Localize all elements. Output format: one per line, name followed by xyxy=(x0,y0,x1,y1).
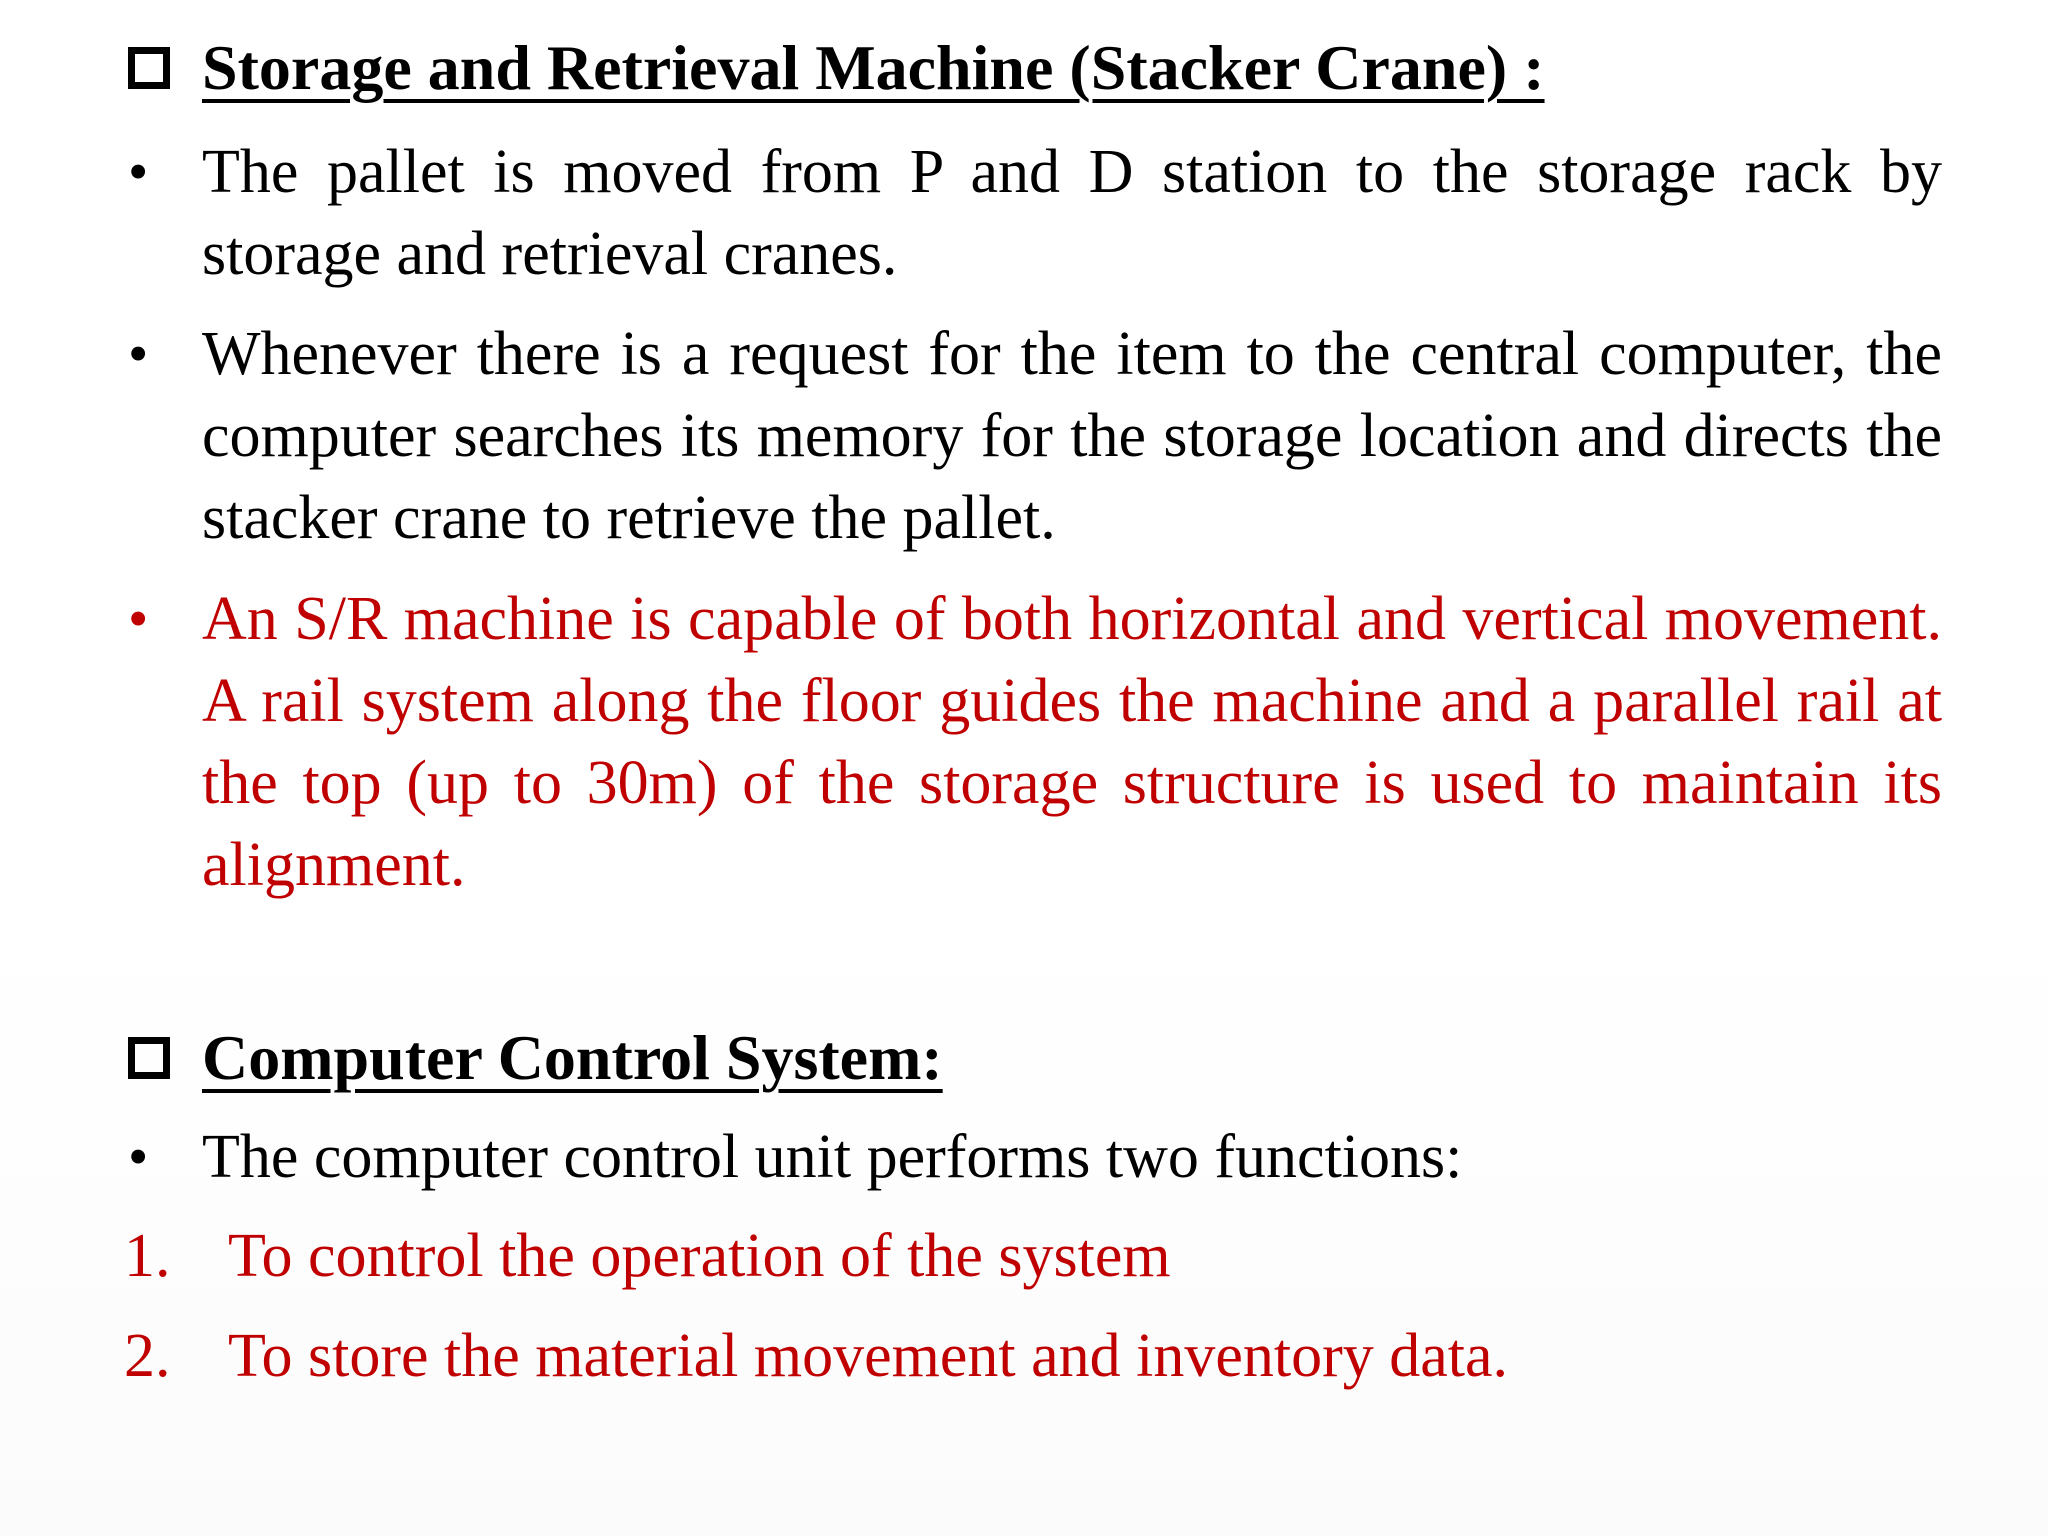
bullet-text: An S/R machine is capable of both horizontal and vertical movement. A rail system along the floor guides the machine and a parallel rail at the top (up to 30m) of the storage structure is used to maintain its alignment. xyxy=(202,585,1942,899)
bullet-dot-icon: • xyxy=(128,586,149,651)
item-text: To store the material movement and inventory data. xyxy=(228,1322,1509,1390)
bullet-dot-icon: • xyxy=(128,139,149,204)
bullet-item-highlighted xyxy=(122,578,1942,906)
heading-text: Storage and Retrieval Machine (Stacker Crane) : xyxy=(202,32,1545,103)
item-number: 1. xyxy=(124,1222,171,1290)
numbered-item xyxy=(124,1316,1508,1396)
bullet-item xyxy=(122,313,1942,559)
item-text: To control the operation of the system xyxy=(228,1222,1171,1290)
checkbox-bullet-icon xyxy=(128,1037,170,1079)
bullet-dot-icon: • xyxy=(128,321,149,386)
numbered-item xyxy=(124,1216,1171,1296)
item-number: 2. xyxy=(124,1322,171,1390)
section-heading-stacker-crane xyxy=(128,28,1545,108)
bullet-item xyxy=(122,131,1942,295)
checkbox-bullet-icon xyxy=(128,47,170,89)
heading-text: Computer Control System: xyxy=(202,1022,943,1093)
bullet-text: Whenever there is a request for the item to the central computer, the computer searches its memory for the storage location and directs the stacker crane to retrieve the pallet. xyxy=(202,320,1942,552)
bullet-text: The pallet is moved from P and D station to the storage rack by storage and retrieval cranes. xyxy=(202,138,1942,288)
section-heading-computer-control xyxy=(128,1018,943,1098)
bullet-dot-icon: • xyxy=(128,1124,149,1189)
bullet-text: The computer control unit performs two functions: xyxy=(202,1123,1463,1191)
bullet-item xyxy=(122,1116,1942,1198)
